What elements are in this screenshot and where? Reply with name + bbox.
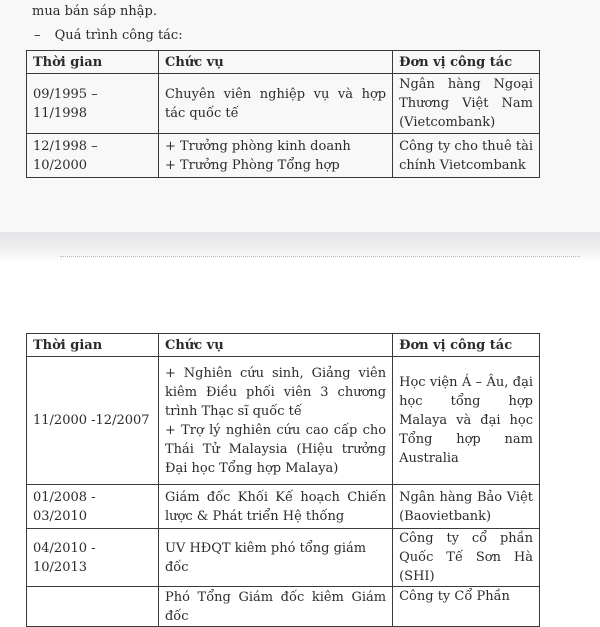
cell-unit: Công ty Cổ Phần bbox=[393, 587, 540, 627]
role-line: + Nghiên cứu sinh, Giảng viên kiêm Điều phối viên 3 chương trình Thạc sĩ quốc tế bbox=[164, 365, 387, 419]
cell-time: 04/2010 - 10/2013 bbox=[27, 529, 159, 587]
cell-time: 09/1995 – 11/1998 bbox=[27, 74, 159, 134]
table-row bbox=[27, 485, 540, 529]
document-page-1 bbox=[0, 0, 600, 232]
role-line: + Trưởng phòng kinh doanh bbox=[164, 138, 351, 154]
table-row bbox=[27, 74, 540, 134]
work-history-table-1 bbox=[26, 50, 540, 178]
cell-time bbox=[27, 587, 159, 627]
table-header-row bbox=[27, 51, 540, 74]
cell-time: 11/2000 -12/2007 bbox=[27, 357, 159, 485]
table-header-row bbox=[27, 334, 540, 357]
table-row bbox=[27, 587, 540, 627]
table-row bbox=[27, 357, 540, 485]
cell-role: Chuyên viên nghiệp vụ và hợp tác quốc tế bbox=[158, 74, 392, 134]
cell-unit: Ngân hàng Bảo Việt (Baovietbank) bbox=[393, 485, 540, 529]
header-unit: Đơn vị công tác bbox=[393, 51, 540, 74]
cell-role bbox=[158, 134, 392, 178]
bullet-dash: – bbox=[34, 28, 41, 43]
cell-role: Giám đốc Khối Kế hoạch Chiến lược & Phát triển Hệ thống bbox=[158, 485, 392, 529]
role-line: + Trợ lý nghiên cứu cao cấp cho Thái Tử Malaysia (Hiệu trưởng Đại học Tổng hợp Malaya) bbox=[164, 422, 387, 476]
header-unit: Đơn vị công tác bbox=[393, 334, 540, 357]
cell-role: UV HĐQT kiêm phó tổng giám đốc bbox=[158, 529, 392, 587]
section-label: Quá trình công tác: bbox=[54, 28, 183, 43]
cell-time: 12/1998 – 10/2000 bbox=[27, 134, 159, 178]
header-role: Chức vụ bbox=[158, 51, 392, 74]
header-time: Thời gian bbox=[27, 334, 159, 357]
divider bbox=[60, 256, 580, 265]
cell-time: 01/2008 - 03/2010 bbox=[27, 485, 159, 529]
cell-unit: Công ty cổ phần Quốc Tế Sơn Hà (SHI) bbox=[393, 529, 540, 587]
cell-role: Phó Tổng Giám đốc kiêm Giám đốc bbox=[158, 587, 392, 627]
continuation-text: mua bán sáp nhập. bbox=[32, 4, 157, 19]
section-heading bbox=[34, 28, 183, 43]
cell-role bbox=[158, 357, 392, 485]
role-line: + Trưởng Phòng Tổng hợp bbox=[164, 157, 340, 173]
cell-unit: Học viện Á – Âu, đại học tổng hợp Malaya và đại học Tổng hợp nam Australia bbox=[393, 357, 540, 485]
work-history-table-2 bbox=[26, 333, 540, 627]
cell-unit: Ngân hàng Ngoại Thương Việt Nam (Vietcombank) bbox=[393, 74, 540, 134]
table-row bbox=[27, 529, 540, 587]
header-role: Chức vụ bbox=[158, 334, 392, 357]
header-time: Thời gian bbox=[27, 51, 159, 74]
cell-unit: Công ty cho thuê tài chính Vietcombank bbox=[393, 134, 540, 178]
table-row bbox=[27, 134, 540, 178]
